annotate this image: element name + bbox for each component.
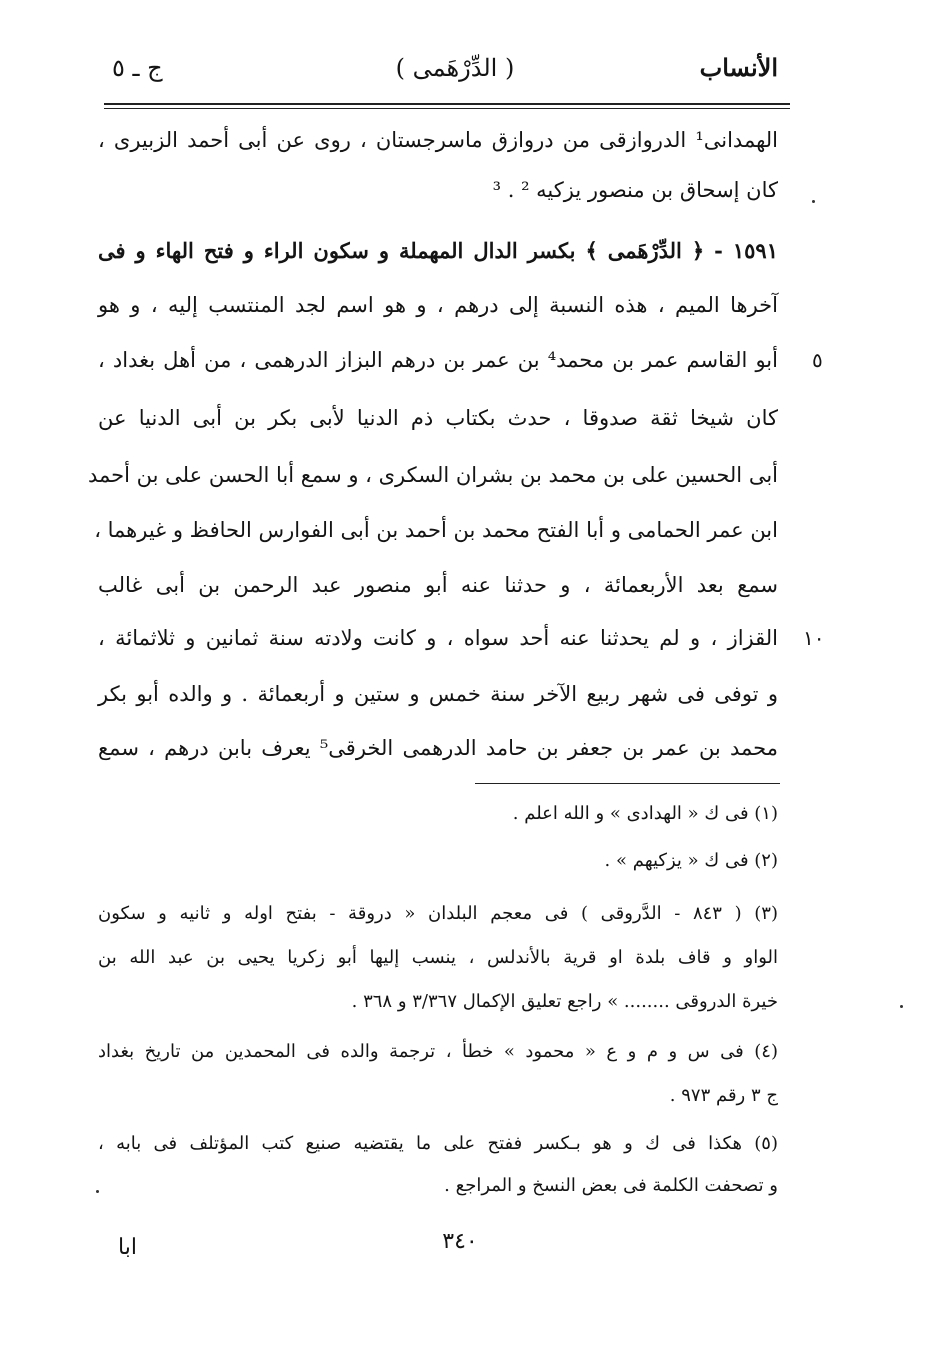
section-title: ( الدِّرْهَمى ) xyxy=(395,54,515,82)
footnote: (٢) فى ك « يزكيهم » . xyxy=(604,850,778,871)
footnote-continued: و تصحفت الكلمة فى بعض النسخ و المراجع . xyxy=(444,1175,778,1196)
text-line: كان إسحاق بن منصور يزكيه ² . ³ xyxy=(492,178,778,202)
text-line: ابن عمر الحمامى و أبا الفتح محمد بن أحمد بن أبى الفوارس الحافظ و غيرهما ، xyxy=(94,518,778,542)
text-line: القزاز ، و لم يحدثنا عنه أحد سواه ، و كانت ولادته سنة ثمانين و ثلاثمائة ، xyxy=(98,626,778,650)
text-line: آخرها الميم ، هذه النسبة إلى درهم ، و هو اسم لجد المنتسب إليه ، و هو xyxy=(98,293,778,317)
footnote-continued: خيرة الدروقى ........ » راجع تعليق الإكمال ٣/٣٦٧ و ٣٦٨ . xyxy=(351,991,778,1012)
entry-heading-line: ١٥٩١ - ﴿ الدِّرْهَمى ﴾ بكسر الدال المهملة و سكون الراء و فتح الهاء و فى xyxy=(98,238,778,263)
line-number-5: ٥ xyxy=(812,348,823,372)
text-line: كان شيخا ثقة صدوقا ، حدث بكتاب ذم الدنيا لأبى بكر بن أبى الدنيا عن xyxy=(98,406,778,430)
text-line: سمع بعد الأربعمائة ، و حدثنا عنه أبو منصور عبد الرحمن بن أبى غالب xyxy=(98,573,778,597)
text-line: الهمدانى¹ الدروازقى من دروازق ماسرجستان ، روى عن أبى أحمد الزبيرى ، xyxy=(98,128,778,152)
footnote-continued: الواو و قاف بلدة او قرية بالأندلس ، ينسب إليها أبو زكريا يحيى بن عبد الله بن xyxy=(98,947,778,968)
scan-speck xyxy=(812,200,815,203)
running-title: الأنساب xyxy=(699,53,778,82)
footnote-continued: ج ٣ رقم ٩٧٣ . xyxy=(669,1085,778,1106)
header-rule xyxy=(104,103,790,105)
text-line: محمد بن عمر بن جعفر بن حامد الدرهمى الخرقى⁵ يعرف بابن درهم ، سمع xyxy=(98,736,778,760)
footnote: (٥) هكذا فى ك و هو بـكسر ففتح على ما يقتضيه صنيع كتب المؤتلف فى بابه ، xyxy=(98,1133,778,1154)
footnote: (١) فى ك « الهدادى » و الله اعلم . xyxy=(512,803,778,824)
header-rule-thin xyxy=(104,108,790,109)
volume-number: ج ـ ٥ xyxy=(112,54,163,82)
scan-speck xyxy=(96,1190,99,1193)
page-number: ٣٤٠ xyxy=(442,1229,478,1254)
line-number-10: ١٠ xyxy=(803,626,825,650)
catchword: ابا xyxy=(118,1235,137,1260)
footnote: (٣) ( ٨٤٣ - الدَّروقى ) فى معجم البلدان « دروقة - بفتح اوله و ثانيه و سكون xyxy=(98,903,778,924)
text-line: أبى الحسين على بن محمد بن بشران السكرى ، و سمع أبا الحسن على بن أحمد xyxy=(88,463,778,487)
text-line: أبو القاسم عمر بن محمد⁴ بن عمر بن درهم البزاز الدرهمى ، من أهل بغداد ، xyxy=(98,348,778,372)
footnote-rule xyxy=(475,783,780,784)
text-line: و توفى فى شهر ربيع الآخر سنة خمس و ستين و أربعمائة . و والده أبو بكر xyxy=(98,682,778,706)
footnote: (٤) فى س و م و ع « محمود » خطأ ، ترجمة والده فى المحمدين من تاريخ بغداد xyxy=(98,1041,778,1062)
scan-speck xyxy=(900,1005,903,1008)
